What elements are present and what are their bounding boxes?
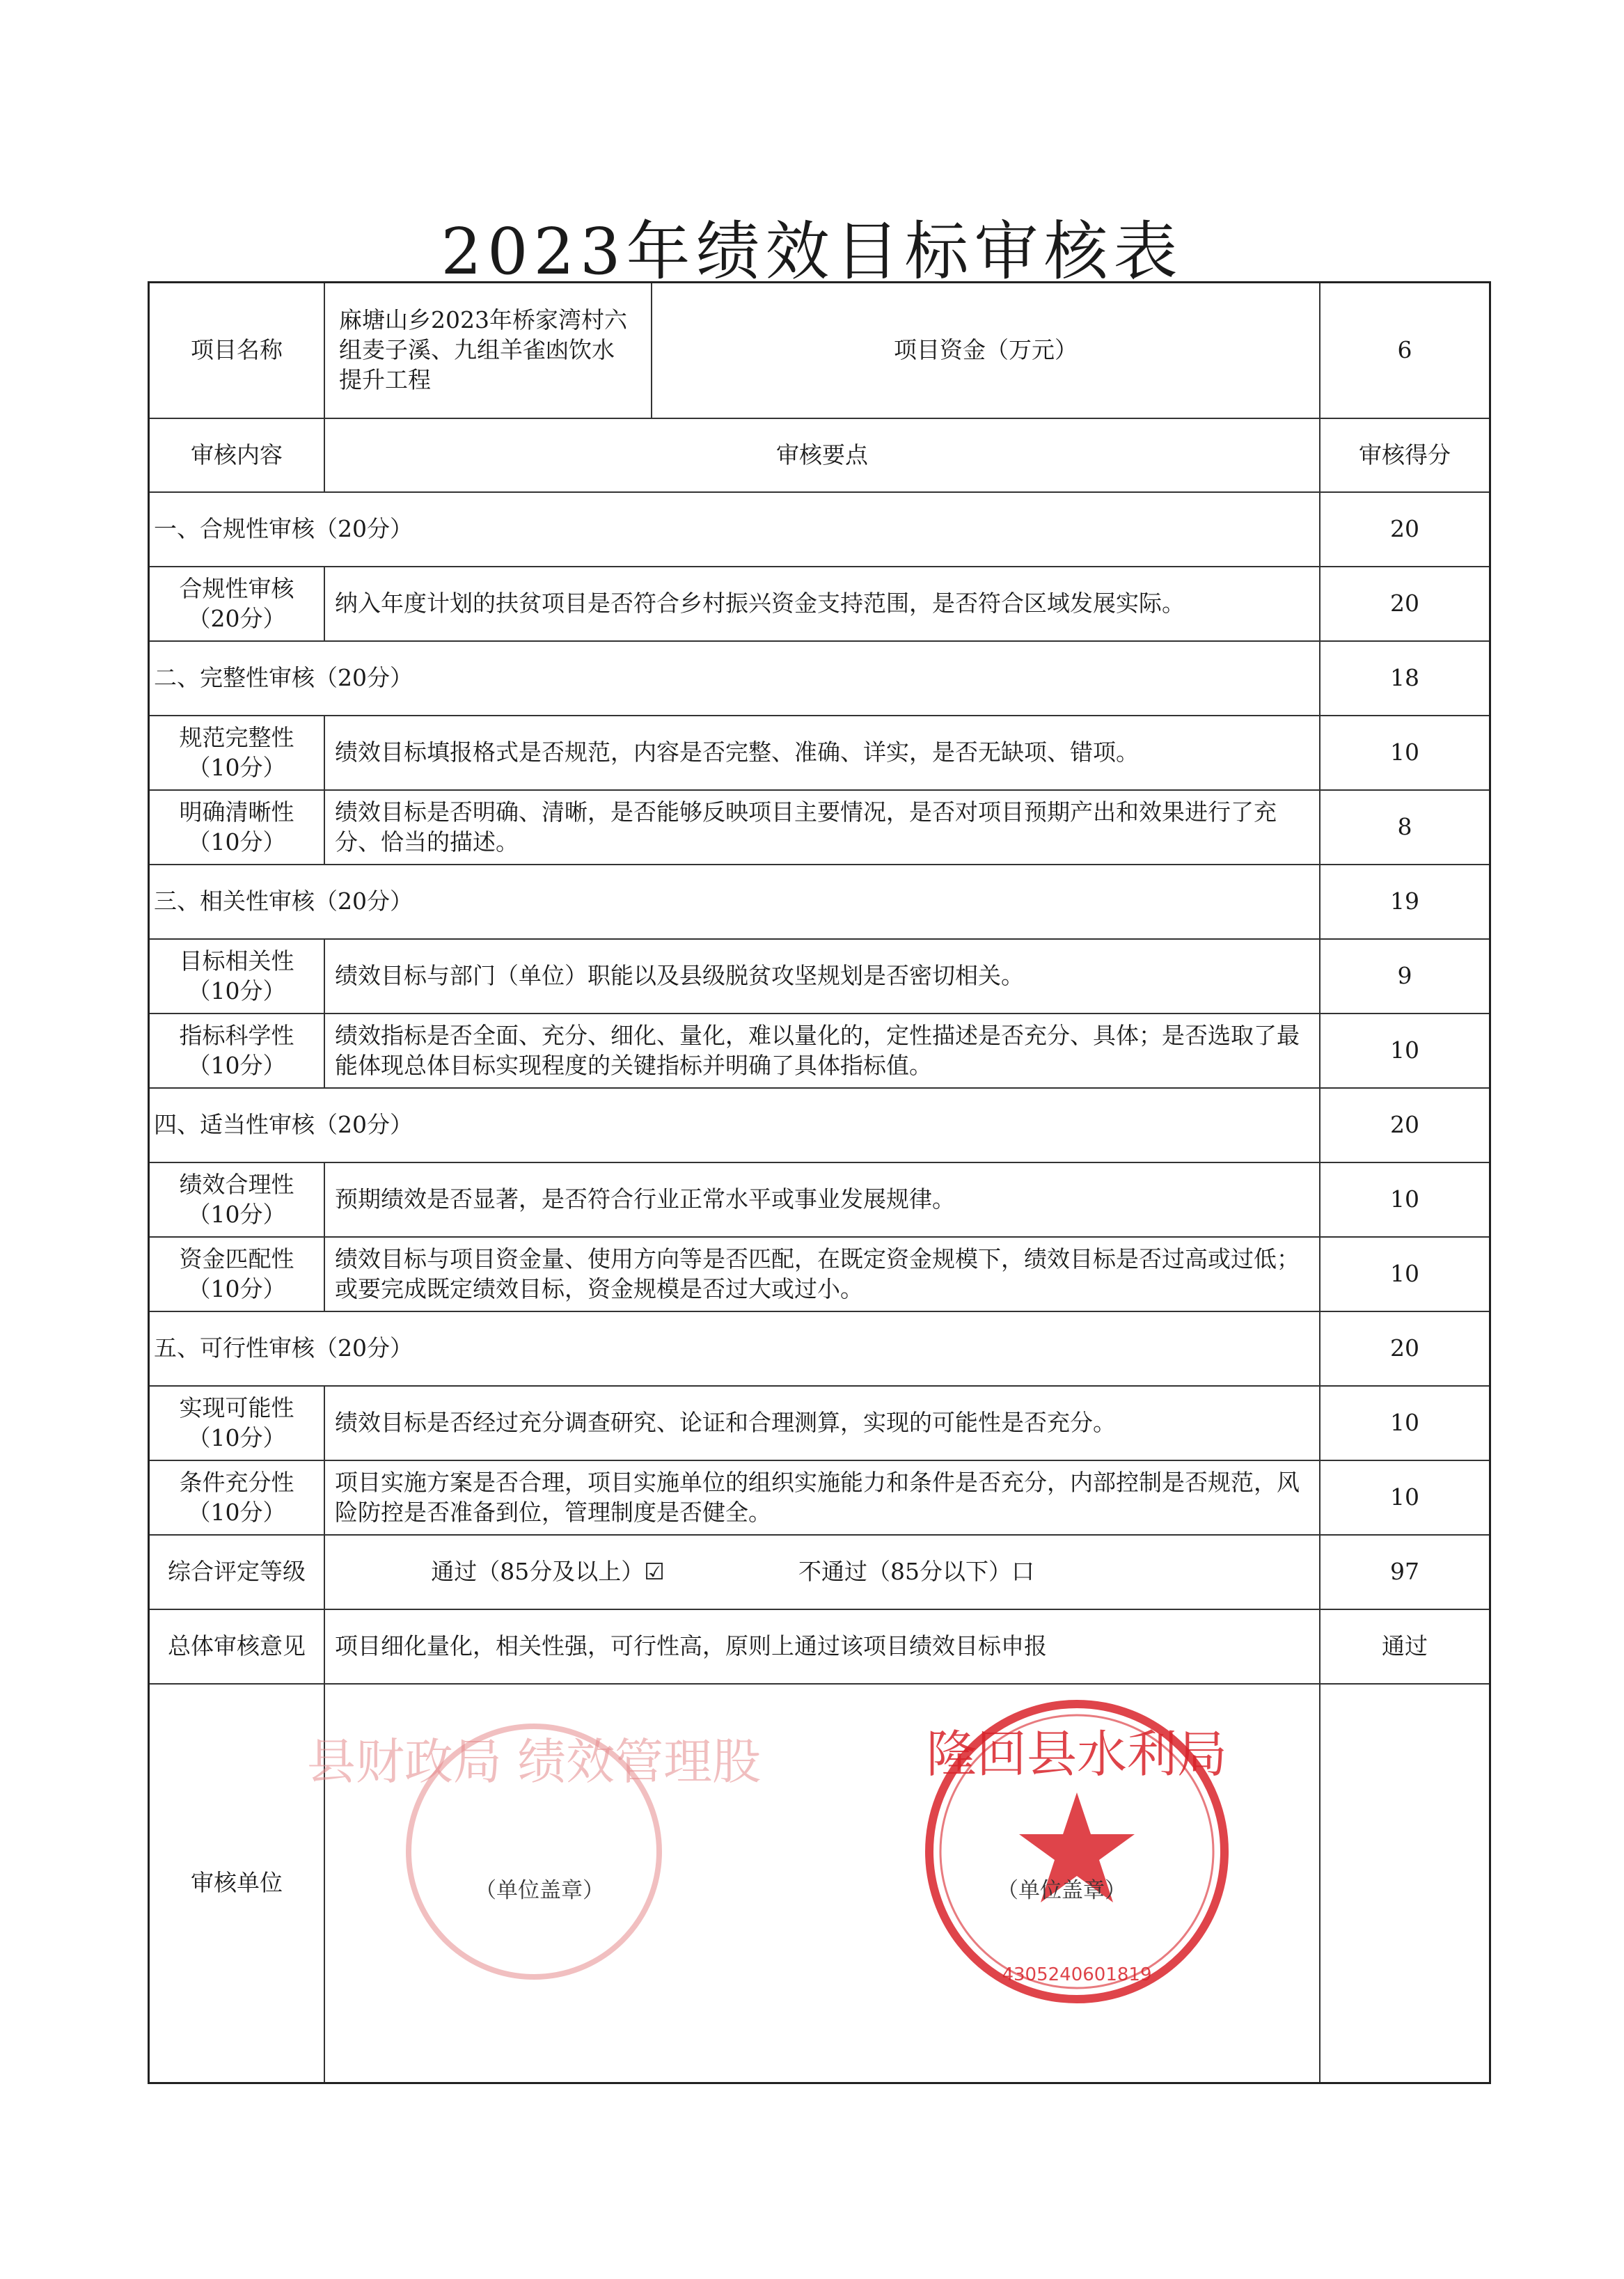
- item-label: [150, 940, 325, 1013]
- item-desc: 绩效目标是否经过充分调查研究、论证和合理测算，实现的可能性是否充分。: [335, 1409, 1116, 1437]
- item-score: 10: [1319, 1461, 1489, 1534]
- item-name: 条件充分性: [179, 1468, 294, 1496]
- seal-left-text: 县财政局 绩效管理股: [306, 1733, 762, 1790]
- column-content: 审核内容: [150, 419, 325, 491]
- rating-fail: 不通过（85分以下）口: [798, 1558, 1034, 1586]
- column-score: 审核得分: [1319, 419, 1489, 491]
- rating-pass: 通过（85分及以上）☑: [431, 1558, 665, 1586]
- page-title: 2023年绩效目标审核表: [441, 214, 1183, 289]
- item-weight: （10分）: [187, 828, 286, 855]
- section-row: [150, 642, 1489, 716]
- item-score: 10: [1319, 1387, 1489, 1460]
- item-label: [150, 791, 325, 864]
- item-score: 10: [1319, 1014, 1489, 1087]
- item-row: [150, 1461, 1489, 1536]
- section-row: [150, 1089, 1489, 1163]
- item-weight: （10分）: [187, 1200, 286, 1228]
- item-weight: （10分）: [187, 1424, 286, 1451]
- project-name-label: 项目名称: [150, 283, 325, 418]
- item-row: [150, 1014, 1489, 1089]
- section-title: 一、合规性审核（20分）: [154, 515, 413, 543]
- section-score: 20: [1319, 493, 1489, 566]
- column-points: 审核要点: [776, 441, 868, 468]
- column-header-row: [150, 419, 1489, 493]
- item-name: 指标科学性: [179, 1021, 294, 1049]
- item-label: [150, 1461, 325, 1534]
- item-score: 9: [1319, 940, 1489, 1013]
- item-desc: 绩效目标与部门（单位）职能以及县级脱贫攻坚规划是否密切相关。: [335, 962, 1024, 990]
- project-name: 麻塘山乡2023年桥家湾村六组麦子溪、九组羊雀凼饮水提升工程: [325, 283, 652, 418]
- section-score: 19: [1319, 865, 1489, 938]
- opinion-text: 项目细化量化，相关性强，可行性高，原则上通过该项目绩效目标申报: [335, 1632, 1047, 1660]
- item-weight: （10分）: [187, 977, 286, 1004]
- stamp-note-right: （单位盖章）: [997, 1878, 1126, 1903]
- water-bureau-seal-icon: [913, 1688, 1240, 2015]
- opinion-result: 通过: [1319, 1610, 1489, 1683]
- section-score: 20: [1319, 1312, 1489, 1385]
- rating-score: 97: [1319, 1536, 1489, 1609]
- rating-row: [150, 1536, 1489, 1610]
- item-score: 20: [1319, 567, 1489, 640]
- item-name: 资金匹配性: [179, 1245, 294, 1272]
- item-row: [150, 791, 1489, 865]
- section-score: 18: [1319, 642, 1489, 715]
- item-score: 10: [1319, 1163, 1489, 1236]
- item-score: 10: [1319, 716, 1489, 789]
- stamp-note-left: （单位盖章）: [475, 1878, 604, 1903]
- item-weight: （10分）: [187, 753, 286, 781]
- item-name: 绩效合理性: [179, 1170, 294, 1198]
- section-title: 五、可行性审核（20分）: [154, 1334, 413, 1362]
- opinion-label: 总体审核意见: [150, 1610, 325, 1683]
- item-label: [150, 1163, 325, 1236]
- rating-label: 综合评定等级: [150, 1536, 325, 1609]
- finance-seal-icon: [306, 1712, 762, 1991]
- item-name: 合规性审核: [179, 574, 294, 602]
- unit-score-blank: [1319, 1685, 1489, 2082]
- item-desc: 绩效指标是否全面、充分、细化、量化，难以量化的，定性描述是否充分、具体；是否选取了最能体现总体目标实现程度的关键指标并明确了具体指标值。: [335, 1021, 1300, 1079]
- review-table: [148, 281, 1491, 2084]
- item-name: 目标相关性: [179, 947, 294, 975]
- item-weight: （10分）: [187, 1051, 286, 1079]
- section-row: [150, 1312, 1489, 1387]
- project-row: [150, 283, 1489, 419]
- fund-value: 6: [1319, 283, 1489, 418]
- item-name: 实现可能性: [179, 1394, 294, 1421]
- unit-label: 审核单位: [150, 1685, 325, 2082]
- item-desc: 纳入年度计划的扶贫项目是否符合乡村振兴资金支持范围，是否符合区域发展实际。: [335, 590, 1185, 617]
- opinion-row: [150, 1610, 1489, 1685]
- item-desc: 项目实施方案是否合理，项目实施单位的组织实施能力和条件是否充分，内部控制是否规范，风险防控是否准备到位，管理制度是否健全。: [335, 1468, 1300, 1526]
- item-weight: （10分）: [187, 1275, 286, 1302]
- section-title: 三、相关性审核（20分）: [154, 888, 413, 915]
- item-row: [150, 940, 1489, 1014]
- fund-label: 项目资金（万元）: [894, 336, 1078, 364]
- item-label: [150, 1238, 325, 1311]
- item-label: [150, 1014, 325, 1087]
- item-row: [150, 1163, 1489, 1238]
- item-desc: 绩效目标是否明确、清晰，是否能够反映项目主要情况，是否对项目预期产出和效果进行了充分、恰当的描述。: [335, 798, 1277, 855]
- section-title: 四、适当性审核（20分）: [154, 1111, 413, 1139]
- item-row: [150, 1387, 1489, 1461]
- item-name: 明确清晰性: [179, 798, 294, 826]
- item-row: [150, 1238, 1489, 1312]
- section-row: [150, 865, 1489, 940]
- item-weight: （10分）: [187, 1498, 286, 1526]
- stamp-area: [306, 1685, 1319, 2082]
- unit-row: [150, 1685, 1489, 2082]
- item-label: [150, 1387, 325, 1460]
- item-label: [150, 716, 325, 789]
- item-score: 8: [1319, 791, 1489, 864]
- item-weight: （20分）: [187, 604, 286, 632]
- seal-right-code: 4305240601819: [1002, 1964, 1152, 1985]
- item-score: 10: [1319, 1238, 1489, 1311]
- item-label: [150, 567, 325, 640]
- item-row: [150, 567, 1489, 642]
- item-desc: 绩效目标填报格式是否规范，内容是否完整、准确、详实，是否无缺项、错项。: [335, 739, 1139, 766]
- section-row: [150, 493, 1489, 567]
- seal-right-text: 隆回县水利局: [926, 1725, 1228, 1783]
- section-score: 20: [1319, 1089, 1489, 1162]
- item-name: 规范完整性: [179, 723, 294, 751]
- item-desc: 预期绩效是否显著，是否符合行业正常水平或事业发展规律。: [335, 1185, 955, 1213]
- item-row: [150, 716, 1489, 791]
- section-title: 二、完整性审核（20分）: [154, 664, 413, 692]
- item-desc: 绩效目标与项目资金量、使用方向等是否匹配，在既定资金规模下，绩效目标是否过高或过低；或要完成既定绩效目标，资金规模是否过大或过小。: [335, 1245, 1300, 1302]
